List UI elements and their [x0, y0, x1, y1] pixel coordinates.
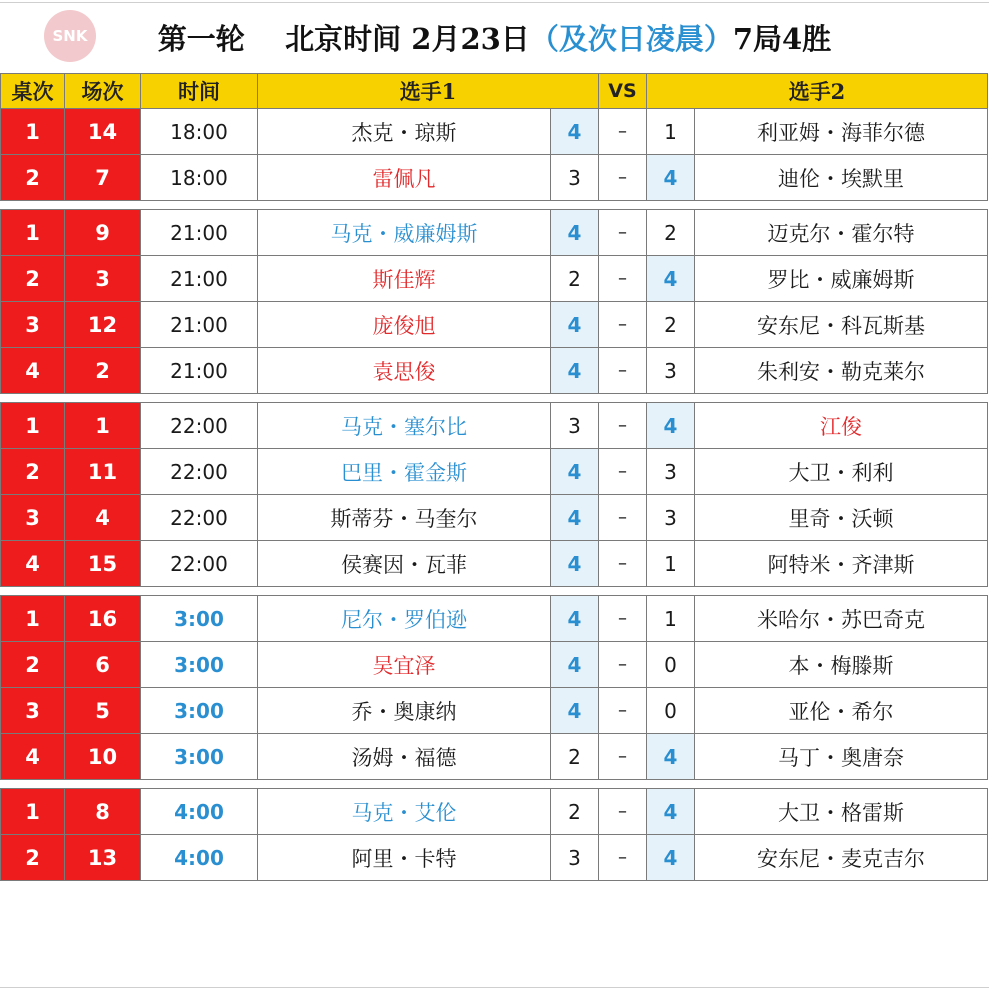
- table-number: 4: [1, 541, 65, 587]
- player1-score: 4: [551, 495, 599, 541]
- match-time: 21:00: [141, 302, 258, 348]
- player2-name: 本・梅滕斯: [695, 642, 988, 688]
- vs-dash: –: [599, 155, 647, 201]
- match-time: 22:00: [141, 403, 258, 449]
- session-gap: [1, 394, 988, 403]
- schedule-body: [1, 109, 988, 881]
- match-number: 14: [65, 109, 141, 155]
- title-paren-close: ）: [703, 21, 733, 56]
- player2-score: 4: [647, 789, 695, 835]
- match-number: 10: [65, 734, 141, 780]
- player2-score: 4: [647, 256, 695, 302]
- player1-name: 斯佳辉: [258, 256, 551, 302]
- match-time: 3:00: [141, 734, 258, 780]
- table-number: 2: [1, 256, 65, 302]
- vs-dash: –: [599, 541, 647, 587]
- match-row: [1, 403, 988, 449]
- match-time: 22:00: [141, 541, 258, 587]
- player1-score: 2: [551, 789, 599, 835]
- player1-name: 斯蒂芬・马奎尔: [258, 495, 551, 541]
- match-row: [1, 210, 988, 256]
- player2-name: 朱利安・勒克莱尔: [695, 348, 988, 394]
- table-number: 3: [1, 688, 65, 734]
- match-row: [1, 734, 988, 780]
- player2-name: 迪伦・埃默里: [695, 155, 988, 201]
- match-time: 18:00: [141, 109, 258, 155]
- player2-name: 阿特米・齐津斯: [695, 541, 988, 587]
- match-number: 15: [65, 541, 141, 587]
- player1-score: 4: [551, 210, 599, 256]
- match-row: [1, 789, 988, 835]
- session-separator: [1, 394, 988, 403]
- header-match: 场次: [65, 74, 141, 109]
- vs-dash: –: [599, 642, 647, 688]
- player2-score: 3: [647, 495, 695, 541]
- player1-score: 4: [551, 302, 599, 348]
- player2-name: 马丁・奥唐奈: [695, 734, 988, 780]
- header-player2: 选手2: [647, 74, 988, 109]
- player1-name: 尼尔・罗伯逊: [258, 596, 551, 642]
- player2-score: 0: [647, 642, 695, 688]
- table-number: 1: [1, 403, 65, 449]
- vs-dash: –: [599, 835, 647, 881]
- brand-logo-text: SNK: [52, 26, 88, 45]
- header-vs: VS: [599, 74, 647, 109]
- match-number: 1: [65, 403, 141, 449]
- player2-score: 4: [647, 835, 695, 881]
- match-row: [1, 256, 988, 302]
- title-format: 7局4胜: [732, 21, 832, 56]
- table-number: 1: [1, 596, 65, 642]
- player1-score: 3: [551, 155, 599, 201]
- match-number: 4: [65, 495, 141, 541]
- title-date: 北京时间 2月23日: [285, 21, 530, 56]
- match-number: 7: [65, 155, 141, 201]
- player1-name: 马克・艾伦: [258, 789, 551, 835]
- player2-name: 江俊: [695, 403, 988, 449]
- player1-name: 袁思俊: [258, 348, 551, 394]
- table-number: 1: [1, 789, 65, 835]
- player2-score: 1: [647, 541, 695, 587]
- match-number: 11: [65, 449, 141, 495]
- table-number: 1: [1, 210, 65, 256]
- match-time: 4:00: [141, 835, 258, 881]
- vs-dash: –: [599, 495, 647, 541]
- title-paren-open: （: [529, 21, 559, 56]
- match-time: 4:00: [141, 789, 258, 835]
- player1-name: 汤姆・福德: [258, 734, 551, 780]
- match-number: 6: [65, 642, 141, 688]
- player2-name: 大卫・利利: [695, 449, 988, 495]
- player1-score: 4: [551, 348, 599, 394]
- player1-score: 4: [551, 541, 599, 587]
- player2-name: 安东尼・科瓦斯基: [695, 302, 988, 348]
- player1-score: 3: [551, 835, 599, 881]
- player1-name: 侯赛因・瓦菲: [258, 541, 551, 587]
- vs-dash: –: [599, 348, 647, 394]
- player2-name: 米哈尔・苏巴奇克: [695, 596, 988, 642]
- player1-score: 4: [551, 688, 599, 734]
- schedule-table: [0, 73, 988, 881]
- vs-dash: –: [599, 789, 647, 835]
- match-row: [1, 688, 988, 734]
- player1-name: 马克・塞尔比: [258, 403, 551, 449]
- vs-dash: –: [599, 688, 647, 734]
- header-player1: 选手1: [258, 74, 599, 109]
- vs-dash: –: [599, 210, 647, 256]
- match-row: [1, 449, 988, 495]
- vs-dash: –: [599, 734, 647, 780]
- session-separator: [1, 780, 988, 789]
- match-time: 18:00: [141, 155, 258, 201]
- player1-score: 3: [551, 403, 599, 449]
- match-row: [1, 155, 988, 201]
- match-row: [1, 109, 988, 155]
- player2-name: 罗比・威廉姆斯: [695, 256, 988, 302]
- header-time: 时间: [141, 74, 258, 109]
- match-time: 3:00: [141, 596, 258, 642]
- match-time: 3:00: [141, 688, 258, 734]
- player1-score: 4: [551, 596, 599, 642]
- match-time: 21:00: [141, 210, 258, 256]
- match-time: 22:00: [141, 495, 258, 541]
- title-round: 第一轮: [157, 21, 245, 56]
- player2-score: 4: [647, 155, 695, 201]
- match-number: 5: [65, 688, 141, 734]
- match-number: 2: [65, 348, 141, 394]
- vs-dash: –: [599, 596, 647, 642]
- vs-dash: –: [599, 109, 647, 155]
- header-table: 桌次: [1, 74, 65, 109]
- table-number: 2: [1, 642, 65, 688]
- match-row: [1, 541, 988, 587]
- match-row: [1, 348, 988, 394]
- match-row: [1, 302, 988, 348]
- player2-name: 里奇・沃顿: [695, 495, 988, 541]
- bottom-border: [0, 987, 989, 988]
- match-number: 12: [65, 302, 141, 348]
- player2-name: 利亚姆・海菲尔德: [695, 109, 988, 155]
- player1-score: 2: [551, 734, 599, 780]
- player1-name: 马克・威廉姆斯: [258, 210, 551, 256]
- table-number: 2: [1, 449, 65, 495]
- vs-dash: –: [599, 403, 647, 449]
- table-number: 2: [1, 155, 65, 201]
- player1-name: 乔・奥康纳: [258, 688, 551, 734]
- match-number: 13: [65, 835, 141, 881]
- player2-score: 0: [647, 688, 695, 734]
- player2-score: 2: [647, 210, 695, 256]
- player1-name: 吴宜泽: [258, 642, 551, 688]
- player1-score: 4: [551, 642, 599, 688]
- header-row: [1, 74, 988, 109]
- match-time: 21:00: [141, 256, 258, 302]
- player1-score: 4: [551, 109, 599, 155]
- player2-score: 4: [647, 403, 695, 449]
- session-separator: [1, 587, 988, 596]
- match-row: [1, 642, 988, 688]
- player2-name: 安东尼・麦克吉尔: [695, 835, 988, 881]
- player1-name: 阿里・卡特: [258, 835, 551, 881]
- vs-dash: –: [599, 449, 647, 495]
- match-number: 16: [65, 596, 141, 642]
- table-number: 1: [1, 109, 65, 155]
- session-gap: [1, 201, 988, 210]
- match-number: 9: [65, 210, 141, 256]
- player1-score: 4: [551, 449, 599, 495]
- top-border: [0, 2, 989, 3]
- match-row: [1, 495, 988, 541]
- player2-score: 3: [647, 449, 695, 495]
- player1-name: 庞俊旭: [258, 302, 551, 348]
- session-separator: [1, 201, 988, 210]
- title-note: 及次日凌晨: [558, 21, 704, 56]
- player2-score: 1: [647, 596, 695, 642]
- player2-score: 1: [647, 109, 695, 155]
- table-number: 3: [1, 302, 65, 348]
- session-gap: [1, 780, 988, 789]
- vs-dash: –: [599, 302, 647, 348]
- player1-name: 杰克・琼斯: [258, 109, 551, 155]
- player2-name: 迈克尔・霍尔特: [695, 210, 988, 256]
- match-time: 22:00: [141, 449, 258, 495]
- match-number: 3: [65, 256, 141, 302]
- player1-name: 雷佩凡: [258, 155, 551, 201]
- match-number: 8: [65, 789, 141, 835]
- player2-score: 2: [647, 302, 695, 348]
- player2-name: 大卫・格雷斯: [695, 789, 988, 835]
- table-number: 4: [1, 348, 65, 394]
- vs-dash: –: [599, 256, 647, 302]
- player2-score: 4: [647, 734, 695, 780]
- player1-name: 巴里・霍金斯: [258, 449, 551, 495]
- player2-score: 3: [647, 348, 695, 394]
- table-number: 4: [1, 734, 65, 780]
- match-time: 3:00: [141, 642, 258, 688]
- player2-name: 亚伦・希尔: [695, 688, 988, 734]
- match-row: [1, 835, 988, 881]
- table-number: 3: [1, 495, 65, 541]
- page-title: [0, 12, 989, 62]
- session-gap: [1, 587, 988, 596]
- match-time: 21:00: [141, 348, 258, 394]
- table-number: 2: [1, 835, 65, 881]
- player1-score: 2: [551, 256, 599, 302]
- match-row: [1, 596, 988, 642]
